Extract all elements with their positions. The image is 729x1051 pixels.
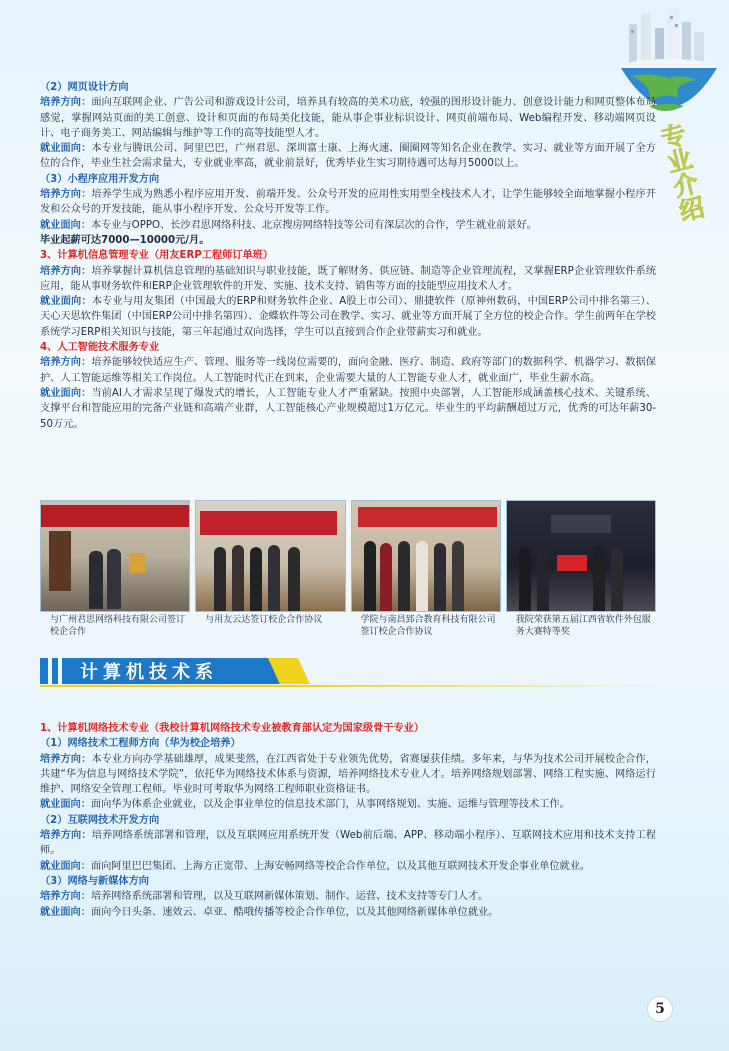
web-design-jobs: 本专业与腾讯公司、阿里巴巴，广州君思、深圳富士康、上海火速、圈圈网等知名企业在教学、实习、就业等方面开展了全方位的合作，毕业生社会需求量大，专业就业率高，就业前景好，优秀毕业生实习期待遇可达每月5000以上。 (40, 143, 656, 170)
photo-caption: 与用友云达签订校企合作协议 (205, 615, 323, 625)
job-label: 就业面向： (40, 799, 91, 811)
photo-caption: 学院与南昌郅合教育科技有限公司签订校企合作协议 (360, 615, 496, 637)
internet-dev-jobs: 面向阿里巴巴集团、上海方正宽带、上海安畅网络等校企合作单位，以及其他互联网技术开发企事业单位就业。 (90, 860, 591, 872)
signing-photo-2 (195, 500, 345, 612)
goal-label: 培养方向： (40, 265, 92, 277)
photo-card (195, 500, 345, 650)
goal-label: 培养方向： (40, 357, 92, 369)
photo-card (506, 500, 656, 650)
photo-card (351, 500, 501, 650)
banner-underline (40, 685, 656, 687)
page-number: 5 (647, 996, 673, 1022)
mini-program-goal: 培养学生成为熟悉小程序应用开发、前端开发、公众号开发的应用性实用型全栈技术人才，让学生能够较全面地掌握小程序开发和公众号的开发技能，能从事小程序开发、公众号开发等工作。 (40, 189, 656, 216)
goal-label: 培养方向： (40, 753, 92, 765)
ai-goal: 培养能够较快适应生产、管理、服务等一线岗位需要的，面向金融、医疗、制造、政府等部门的数据科学、机器学习、数据保护、人工智能运维等相关工作岗位。人工智能时代正在到来，企业需要大量的人工智能专业人才，就业面广，毕业生薪水高。 (40, 357, 656, 384)
new-media-goal: 培养网络系统部署和管理，以及互联网新媒体策划、制作、运营、技术支持等专门人才。 (90, 891, 489, 903)
photo-caption: 我院荣获第五届江西省软件外包服务大赛特等奖 (515, 615, 651, 637)
goal-label: 培养方向： (40, 830, 92, 842)
side-title: 专业介绍 (654, 120, 708, 225)
signing-photo-1 (40, 500, 190, 612)
web-design-heading: （2）网页设计方向 (40, 82, 129, 93)
web-design-goal: 面向互联网企业、广告公司和游戏设计公司，培养具有较高的美术功底，较强的图形设计能力、创意设计能力和网页整体布局感觉，掌握网站页面的美工创意、设计和页面的布局美化技能，能从事企事业标识设计、网页前端布局、Web编程开发、移动端网页设计、电子商务美工、网站编辑与维护等工作的高等技能型人才。 (40, 97, 656, 139)
huawei-heading: （1）网络技术工程师方向（华为校企培养） (40, 738, 241, 750)
job-label: 就业面向： (40, 860, 91, 872)
goal-label: 培养方向： (40, 189, 92, 201)
ai-heading: 4、人工智能技术服务专业 (40, 342, 160, 354)
upper-text-block (40, 80, 656, 432)
job-label: 就业面向： (40, 906, 91, 918)
huawei-jobs: 面向华为体系企业就业，以及企事业单位的信息技术部门，从事网络规划、实施、运维与管理等技术工作。 (90, 799, 570, 811)
erp-jobs: 本专业与用友集团（中国最大的ERP和财务软件企业、A股上市公司）、鼎捷软件（原神州数码，中国ERP公司中排名第三）、天心天思软件集团（中国ERP公司中排名第四）、金蝶软件等公司在教学、实习、就业等方面开展了全方位的校企合作。学生前两年在学校系统学习ERP相关知识与技能，第三年起通过双向选择，学生可以直接到合作企业带薪实习和就业。 (40, 296, 656, 338)
mini-program-heading: （3）小程序应用开发方向 (40, 173, 160, 185)
lower-text-block (40, 721, 656, 920)
job-label: 就业面向： (40, 143, 92, 155)
job-label: 就业面向： (40, 219, 91, 231)
internet-dev-goal: 培养网络系统部署和管理，以及互联网应用系统开发（Web前后端、APP、移动端小程序）、互联网技术应用和技术支持工程师。 (40, 830, 656, 857)
new-media-heading: （3）网络与新媒体方向 (40, 875, 149, 887)
new-media-jobs: 面向今日头条、速效云、卓亚、酷哦传播等校企合作单位，以及其他网络新媒体单位就业。 (90, 906, 499, 918)
award-photo (506, 500, 656, 612)
ai-jobs: 当前AI人才需求呈现了爆发式的增长，人工智能专业人才严重紧缺。按照中央部署，人工智能形成涵盖核心技术、关键系统、支撑平台和智能应用的完备产业链和高端产业群，人工智能核心产业规模超过1万亿元。毕业生的平均薪酬超过万元，优秀的可达年薪30-50万元。 (40, 387, 656, 430)
erp-goal: 培养掌握计算机信息管理的基础知识与职业技能，既了解财务、供应链、制造等企业管理流程，又掌握ERP企业管理软件系统应用，能从事财务软件和ERP企业管理软件的开发、实施、技术支持、销售等方面的技能型应用技术人才。 (40, 265, 657, 292)
department-title: 计算机技术系 (80, 662, 218, 683)
erp-heading: 3、计算机信息管理专业（用友ERP工程师订单班） (40, 250, 274, 262)
photo-strip (40, 500, 656, 650)
goal-label: 培养方向： (40, 891, 91, 903)
internet-dev-heading: （2）互联网技术开发方向 (40, 814, 160, 826)
signing-photo-3 (351, 500, 501, 612)
huawei-goal: 本专业方向办学基础雄厚，成果斐然，在江西省处于专业领先优势，省赛屡获佳绩。多年来，与华为技术公司开展校企合作，共建“华为信息与网络技术学院”，依托华为网络技术体系与资源，培养网络技术专业人才。培养网络规划部署、网络工程实施、网络运行维护、网络安全管理工程师。毕业时可考取华为网络工程师职业资格证书。 (40, 753, 656, 796)
photo-card (40, 500, 190, 650)
mini-program-jobs: 本专业与OPPO、长沙君思网络科技、北京搜房网络特技等公司有深层次的合作，学生就业前景好。 (90, 219, 537, 231)
goal-label: 培养方向： (40, 97, 92, 109)
network-major-heading: 1、计算机网络技术专业（我校计算机网络技术专业被教育部认定为国家级骨干专业） (40, 723, 425, 734)
mini-program-salary: 毕业起薪可达7000—10000元/月。 (40, 234, 210, 246)
job-label: 就业面向： (40, 387, 92, 399)
photo-caption: 与广州君思网络科技有限公司签订校企合作 (50, 615, 186, 637)
department-banner (40, 656, 340, 686)
job-label: 就业面向： (40, 296, 92, 308)
